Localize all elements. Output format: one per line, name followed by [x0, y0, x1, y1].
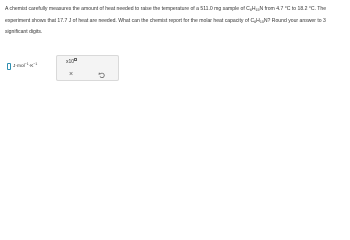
units-text: ·K	[28, 63, 34, 69]
question-part: N from 4.7 °C to 18.2 °C. The experiment shows that 17.7 J of heat are needed. What can the chemist report for the molar heat capacity of C	[5, 6, 327, 24]
question-part: H	[256, 17, 260, 24]
question-part: H	[251, 6, 256, 12]
question-part: N? Round your answer to 3 significant digits.	[5, 17, 326, 36]
units-exponent: −1	[33, 61, 38, 66]
question-part: A chemist carefully measures the amount of heat needed to raise the temperature of a 511.0 mg sample of C	[5, 6, 250, 12]
exponent-box-icon	[74, 58, 76, 61]
formula-subscript: 15	[255, 8, 260, 12]
question-text	[5, 4, 347, 39]
answer-tools-panel	[56, 55, 119, 81]
answer-box	[4, 60, 40, 72]
scientific-notation-button[interactable]	[66, 59, 77, 65]
formula-subscript: 6	[249, 8, 252, 12]
units-text: J·mol	[13, 63, 25, 69]
units-exponent: −1	[24, 61, 29, 66]
answer-input[interactable]	[7, 63, 11, 70]
formula-subscript: 15	[259, 19, 264, 24]
answer-row	[4, 54, 40, 78]
clear-button[interactable]: ×	[69, 71, 74, 78]
formula-subscript: 6	[254, 19, 257, 24]
undo-icon[interactable]	[98, 71, 106, 79]
answer-units	[13, 61, 38, 69]
scientific-notation-label: x10	[66, 59, 75, 65]
